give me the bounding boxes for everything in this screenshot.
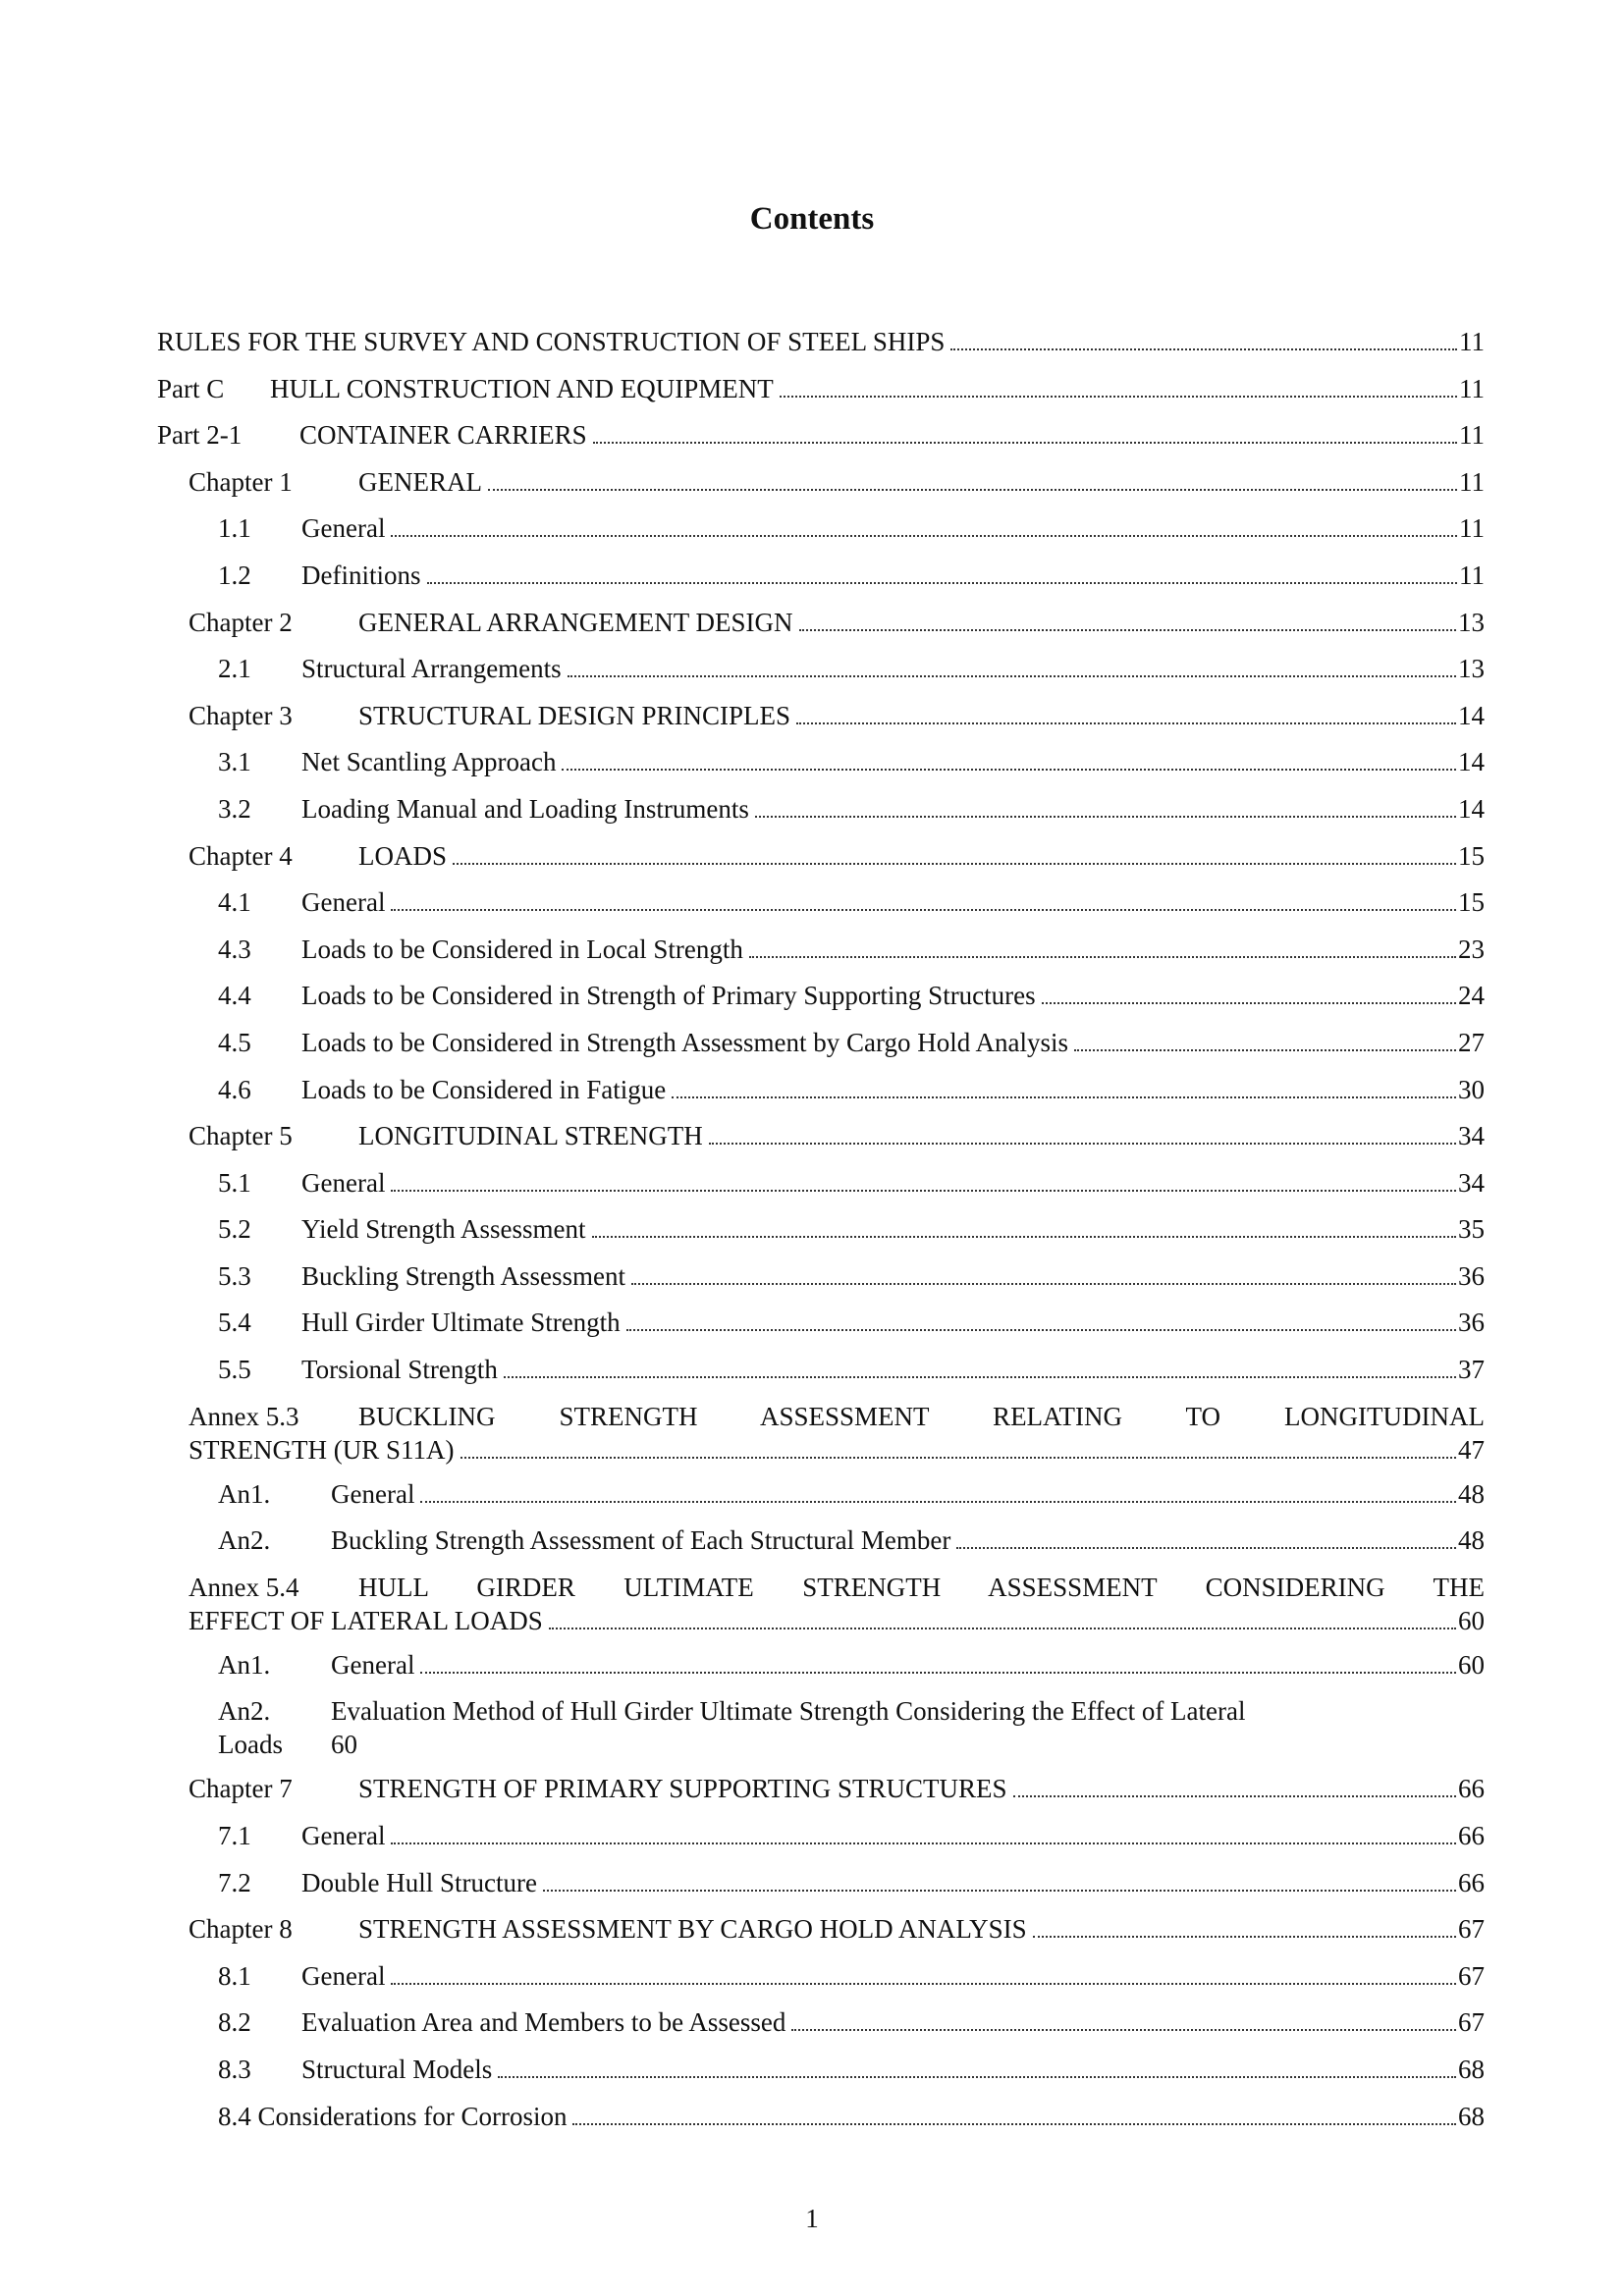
toc-entry-label: Evaluation Area and Members to be Assessed xyxy=(301,2007,786,2038)
toc-entry-number: An1. xyxy=(218,1478,271,1509)
toc-entry-number: Chapter 1 xyxy=(189,466,293,497)
toc-entry-page: 13 xyxy=(1458,654,1485,684)
toc-entry-number: 5.1 xyxy=(218,1167,251,1198)
toc-entry-number: An2. xyxy=(218,1525,271,1556)
toc-entry-page: 67 xyxy=(1458,1960,1485,1991)
toc-entry-chapter[interactable] xyxy=(157,1906,1485,1953)
toc-entry-section[interactable] xyxy=(157,973,1485,1020)
dot-leader xyxy=(631,1282,1456,1285)
toc-entry-section[interactable] xyxy=(157,1688,1485,1766)
toc-entry-page: 36 xyxy=(1458,1260,1485,1291)
toc-entry-number: 3.2 xyxy=(218,793,251,824)
toc-entry-chapter[interactable] xyxy=(157,1113,1485,1160)
toc-entry-label-line2: Loads xyxy=(218,1730,283,1760)
toc-entry-page: 24 xyxy=(1458,981,1485,1011)
dot-leader xyxy=(504,1375,1456,1378)
toc-entry-page: 14 xyxy=(1458,700,1485,730)
toc-entry-page: 60 xyxy=(1458,1605,1485,1635)
toc-entry-section[interactable] xyxy=(157,1254,1485,1301)
toc-entry-page: 35 xyxy=(1458,1214,1485,1245)
dot-leader xyxy=(956,1546,1456,1549)
toc-entry-section[interactable] xyxy=(157,1471,1485,1519)
toc-entry-number: An1. xyxy=(218,1649,271,1680)
toc-entry-label-line1: HULL GIRDER ULTIMATE STRENGTH ASSESSMENT CONSIDERING THE xyxy=(358,1572,1485,1602)
dot-leader xyxy=(755,815,1456,818)
dot-leader xyxy=(391,1982,1456,1985)
toc-entry-number: 5.3 xyxy=(218,1260,251,1291)
table-of-contents xyxy=(157,319,1485,2140)
toc-entry-label: Hull Girder Ultimate Strength xyxy=(301,1308,621,1338)
toc-entry-page: 60 xyxy=(1458,1649,1485,1680)
toc-entry-number: 2.1 xyxy=(218,654,251,684)
toc-entry-label: RULES FOR THE SURVEY AND CONSTRUCTION OF STEEL SHIPS xyxy=(157,327,946,356)
dot-leader xyxy=(562,768,1456,771)
toc-entry[interactable] xyxy=(157,366,1485,413)
toc-entry-section[interactable] xyxy=(157,2000,1485,2047)
toc-entry-label-line2: STRENGTH (UR S11A) xyxy=(189,1434,455,1465)
dot-leader xyxy=(391,534,1457,537)
dot-leader xyxy=(391,1842,1456,1844)
toc-entry-label-line1: BUCKLING STRENGTH ASSESSMENT RELATING TO LONGITUDINAL xyxy=(358,1401,1485,1431)
toc-entry-page: 48 xyxy=(1458,1525,1485,1556)
dot-leader xyxy=(549,1627,1456,1629)
toc-entry-number: Annex 5.4 xyxy=(189,1572,299,1602)
toc-entry-label: GENERAL xyxy=(358,466,482,497)
toc-entry-number: 4.6 xyxy=(218,1074,251,1104)
toc-entry-page: 37 xyxy=(1458,1355,1485,1385)
toc-entry-section[interactable] xyxy=(157,786,1485,833)
toc-entry-page: 66 xyxy=(1458,1821,1485,1851)
toc-entry-label: Torsional Strength xyxy=(301,1355,498,1385)
dot-leader xyxy=(427,581,1458,584)
toc-entry-label: General xyxy=(301,513,386,544)
dot-leader xyxy=(1074,1048,1456,1051)
toc-entry-page: 14 xyxy=(1458,793,1485,824)
toc-entry-annex[interactable] xyxy=(157,1394,1485,1471)
dot-leader xyxy=(796,721,1456,724)
dot-leader xyxy=(543,1889,1456,1892)
toc-entry-number: 8.4 xyxy=(218,2101,251,2131)
toc-entry-section[interactable] xyxy=(157,1347,1485,1394)
toc-entry-section[interactable] xyxy=(157,739,1485,786)
toc-entry[interactable] xyxy=(157,319,1485,366)
toc-entry-page: 27 xyxy=(1458,1027,1485,1057)
toc-entry-number: Chapter 8 xyxy=(189,1914,293,1945)
toc-entry-page: 11 xyxy=(1459,327,1485,356)
toc-entry-page: 34 xyxy=(1458,1121,1485,1151)
toc-entry-label: General xyxy=(301,1821,386,1851)
toc-entry-number: Annex 5.3 xyxy=(189,1401,299,1431)
toc-entry-section[interactable] xyxy=(157,1642,1485,1689)
toc-entry-section[interactable] xyxy=(157,1206,1485,1254)
dot-leader xyxy=(626,1328,1456,1331)
toc-entry-annex[interactable] xyxy=(157,1565,1485,1642)
toc-entry-label: STRENGTH ASSESSMENT BY CARGO HOLD ANALYSIS xyxy=(358,1914,1027,1945)
toc-entry-number: 7.1 xyxy=(218,1821,251,1851)
toc-entry-chapter[interactable] xyxy=(157,1766,1485,1813)
toc-entry-label: Loads to be Considered in Local Strength xyxy=(301,934,743,964)
toc-entry-label: General xyxy=(331,1649,415,1680)
toc-entry-label: LONGITUDINAL STRENGTH xyxy=(358,1121,703,1151)
toc-entry-label: GENERAL ARRANGEMENT DESIGN xyxy=(358,607,793,637)
toc-entry-page: 66 xyxy=(1458,1867,1485,1897)
toc-entry-number: 4.1 xyxy=(218,887,251,918)
dot-leader xyxy=(1013,1794,1457,1797)
toc-entry-page: 66 xyxy=(1458,1774,1485,1804)
toc-entry-page: 23 xyxy=(1458,934,1485,964)
toc-entry-section[interactable] xyxy=(157,506,1485,553)
toc-entry-page: 11 xyxy=(1459,560,1485,590)
toc-entry[interactable] xyxy=(157,412,1485,459)
dot-leader xyxy=(780,395,1457,398)
page-number: 1 xyxy=(805,2204,819,2233)
toc-entry-label: Structural Models xyxy=(301,2055,493,2084)
dot-leader xyxy=(592,1235,1457,1238)
page-title: Contents xyxy=(749,201,875,237)
toc-entry-section[interactable] xyxy=(157,1813,1485,1860)
toc-entry-label: Loads to be Considered in Strength of Primary Supporting Structures xyxy=(301,981,1036,1011)
toc-entry-label: Loads to be Considered in Fatigue xyxy=(301,1074,667,1104)
dot-leader xyxy=(460,1456,1456,1459)
toc-entry-label: Structural Arrangements xyxy=(301,654,562,684)
dot-leader xyxy=(593,441,1457,444)
toc-entry-number: Part C xyxy=(157,373,225,403)
toc-entry-label: STRENGTH OF PRIMARY SUPPORTING STRUCTURES xyxy=(358,1774,1007,1804)
toc-entry-label: Buckling Strength Assessment xyxy=(301,1260,625,1291)
toc-entry-section[interactable] xyxy=(157,1300,1485,1347)
toc-entry-chapter[interactable] xyxy=(157,693,1485,740)
toc-entry-number: Chapter 2 xyxy=(189,607,293,637)
dot-leader xyxy=(498,2075,1456,2078)
toc-entry-label: General xyxy=(301,887,386,918)
dot-leader xyxy=(420,1500,1456,1503)
toc-entry-number: An2. xyxy=(218,1696,271,1727)
toc-entry-section[interactable] xyxy=(157,2047,1485,2094)
toc-entry-number: 4.3 xyxy=(218,934,251,964)
toc-entry-label: Loads to be Considered in Strength Assessment by Cargo Hold Analysis xyxy=(301,1027,1068,1057)
dot-leader xyxy=(950,347,1457,350)
toc-entry-number: 3.1 xyxy=(218,747,251,777)
toc-entry-section[interactable] xyxy=(157,1020,1485,1067)
dot-leader xyxy=(1033,1935,1456,1938)
toc-entry-number: Part 2-1 xyxy=(157,420,243,451)
toc-entry-page: 30 xyxy=(1458,1074,1485,1104)
toc-entry-number: Chapter 5 xyxy=(189,1121,293,1151)
toc-entry-number: 8.2 xyxy=(218,2007,251,2038)
dot-leader xyxy=(391,1189,1456,1192)
toc-entry-section[interactable] xyxy=(157,2094,1485,2141)
toc-entry-number: Chapter 4 xyxy=(189,840,293,871)
dot-leader xyxy=(749,955,1456,958)
toc-entry-label: General xyxy=(301,1960,386,1991)
dot-leader xyxy=(453,862,1456,865)
toc-entry-chapter[interactable] xyxy=(157,600,1485,647)
toc-entry-number: 1.1 xyxy=(218,513,251,544)
toc-entry-section[interactable] xyxy=(157,1160,1485,1207)
toc-entry-number: 7.2 xyxy=(218,1867,251,1897)
toc-entry-page: 14 xyxy=(1458,747,1485,777)
toc-entry-label: STRUCTURAL DESIGN PRINCIPLES xyxy=(358,700,791,730)
toc-entry-number: 1.2 xyxy=(218,560,251,590)
toc-entry-label: HULL CONSTRUCTION AND EQUIPMENT xyxy=(270,373,774,403)
toc-entry-page: 11 xyxy=(1459,373,1485,403)
toc-entry-label: LOADS xyxy=(358,840,448,871)
toc-entry-section[interactable] xyxy=(157,880,1485,927)
toc-entry-label: CONTAINER CARRIERS xyxy=(299,420,587,451)
toc-entry-label: Buckling Strength Assessment of Each Structural Member xyxy=(331,1525,951,1556)
toc-entry-label: Yield Strength Assessment xyxy=(301,1214,586,1245)
toc-entry-page: 67 xyxy=(1458,2007,1485,2038)
toc-entry-label: Double Hull Structure xyxy=(301,1867,537,1897)
dot-leader xyxy=(420,1671,1456,1674)
toc-entry-section[interactable] xyxy=(157,553,1485,600)
toc-entry-label-line2: EFFECT OF LATERAL LOADS xyxy=(189,1605,543,1635)
toc-entry-section[interactable] xyxy=(157,1860,1485,1907)
toc-entry-page: 60 xyxy=(331,1730,357,1760)
toc-entry-number: Chapter 3 xyxy=(189,700,293,730)
toc-entry-number: Chapter 7 xyxy=(189,1774,293,1804)
toc-entry-page: 11 xyxy=(1459,513,1485,544)
toc-entry-number: 8.3 xyxy=(218,2055,251,2084)
toc-entry-page: 11 xyxy=(1459,420,1485,451)
toc-entry-number: 5.4 xyxy=(218,1308,251,1338)
dot-leader xyxy=(488,488,1457,491)
toc-entry-number: 8.1 xyxy=(218,1960,251,1991)
toc-entry-number: 4.5 xyxy=(218,1027,251,1057)
toc-entry-section[interactable] xyxy=(157,927,1485,974)
toc-entry-page: 15 xyxy=(1458,887,1485,918)
toc-entry-page: 67 xyxy=(1458,1914,1485,1945)
toc-entry-chapter[interactable] xyxy=(157,459,1485,507)
dot-leader xyxy=(572,2122,1456,2125)
toc-entry-label: General xyxy=(331,1478,415,1509)
toc-entry-page: 68 xyxy=(1458,2055,1485,2084)
dot-leader xyxy=(791,2028,1456,2031)
toc-entry-number: 5.5 xyxy=(218,1355,251,1385)
toc-entry-label: Loading Manual and Loading Instruments xyxy=(301,793,749,824)
toc-entry-section[interactable] xyxy=(157,1067,1485,1114)
toc-entry-page: 11 xyxy=(1459,466,1485,497)
toc-entry-page: 47 xyxy=(1458,1434,1485,1465)
toc-entry-label: Considerations for Corrosion xyxy=(257,2101,568,2131)
toc-entry-label: General xyxy=(301,1167,386,1198)
toc-entry-page: 34 xyxy=(1458,1167,1485,1198)
toc-entry-label: Definitions xyxy=(301,560,421,590)
dot-leader xyxy=(391,908,1456,911)
toc-entry-page: 68 xyxy=(1458,2101,1485,2131)
dot-leader xyxy=(799,628,1457,631)
toc-entry-section[interactable] xyxy=(157,646,1485,693)
toc-entry-number: 4.4 xyxy=(218,981,251,1011)
toc-entry-section[interactable] xyxy=(157,1953,1485,2001)
dot-leader xyxy=(709,1142,1456,1145)
toc-entry-chapter[interactable] xyxy=(157,833,1485,881)
dot-leader xyxy=(568,674,1456,677)
toc-entry-page: 36 xyxy=(1458,1308,1485,1338)
dot-leader xyxy=(1042,1001,1456,1004)
toc-entry-section[interactable] xyxy=(157,1518,1485,1565)
toc-entry-page: 48 xyxy=(1458,1478,1485,1509)
toc-entry-page: 13 xyxy=(1458,607,1485,637)
toc-entry-label: Net Scantling Approach xyxy=(301,747,557,777)
dot-leader xyxy=(672,1095,1456,1098)
toc-entry-label-line1: Evaluation Method of Hull Girder Ultimate Strength Considering the Effect of Lateral xyxy=(331,1696,1246,1727)
toc-entry-number: 5.2 xyxy=(218,1214,251,1245)
toc-entry-page: 15 xyxy=(1458,840,1485,871)
